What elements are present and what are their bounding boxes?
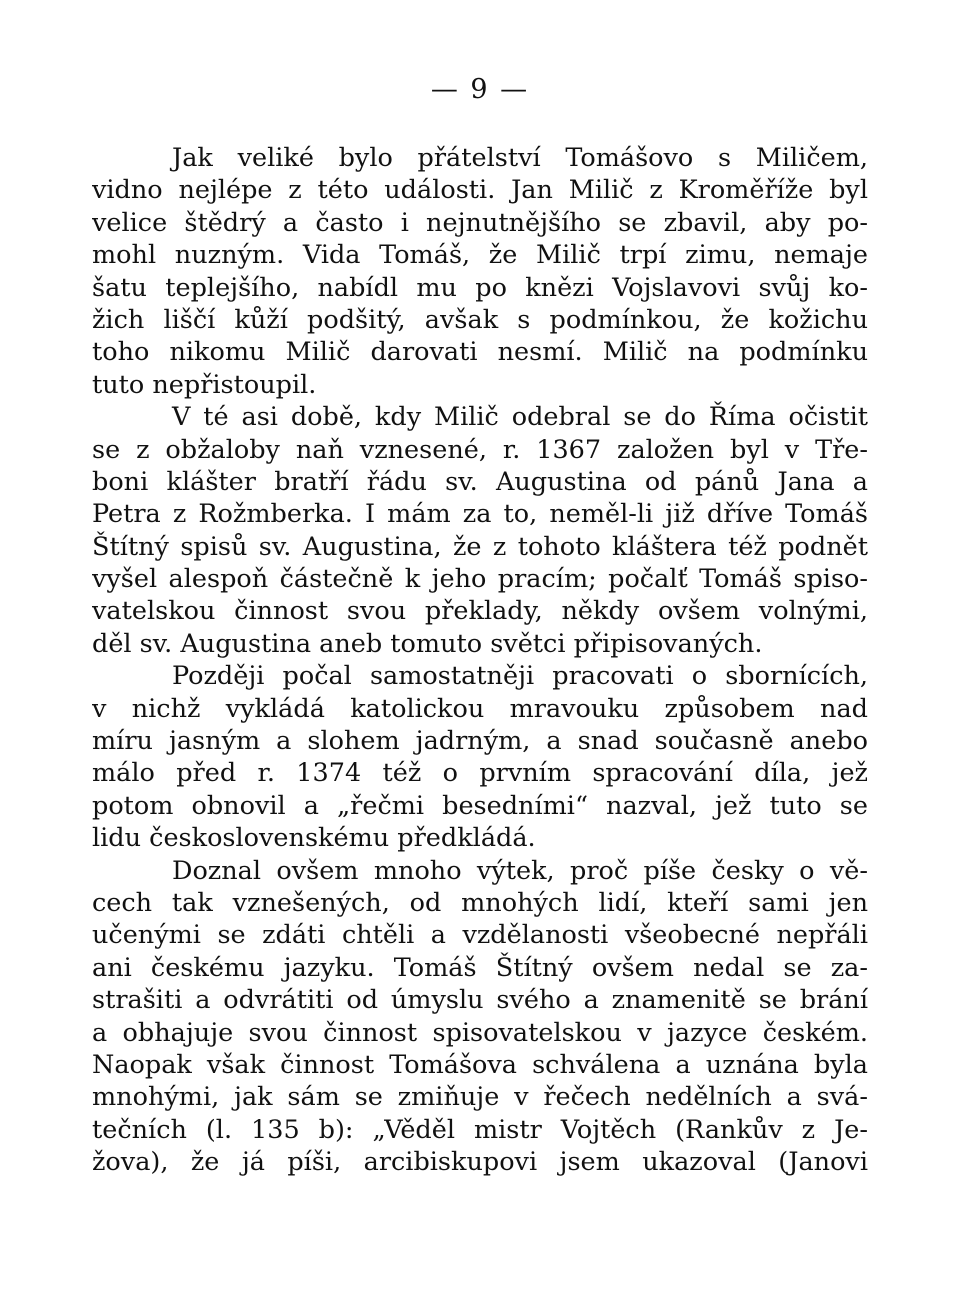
- text-line: Petra z Rožmberka. I mám za to, neměl-li již dříve Tomáš: [92, 499, 868, 530]
- text-line: Doznal ovšem mnoho výtek, proč píše česky o vě-: [172, 855, 868, 886]
- text-line: mnohými, jak sám se zmiňuje v řečech nedělních a svá-: [92, 1082, 868, 1113]
- text-line: Jak veliké bylo přátelství Tomášovo s Miličem,: [172, 143, 868, 173]
- text-line: žich liščí kůží podšitý, avšak s podmínkou, že kožichu: [92, 304, 868, 335]
- text-line: Později počal samostatněji pracovati o sbornících,: [172, 661, 868, 692]
- body-text: [92, 142, 868, 1179]
- text-line: strašiti a odvrátiti od úmyslu svého a znamenitě se brání: [92, 985, 868, 1016]
- text-line: učenými se zdáti chtěli a vzdělanosti všeobecné nepřáli: [92, 920, 868, 951]
- text-line: se z obžaloby naň vznesené, r. 1367 založen byl v Tře-: [92, 434, 868, 465]
- text-line: lidu československému předkládá.: [92, 823, 536, 854]
- text-line: v nichž vykládá katolickou mravouku způsobem nad: [92, 693, 868, 724]
- text-line: šatu teplejšího, nabídl mu po knězi Vojslavovi svůj ko-: [92, 272, 868, 303]
- text-line: cech tak vznešených, od mnohých lidí, kteří sami jen: [92, 887, 868, 918]
- text-line: žova), že já píši, arcibiskupovi jsem ukazoval (Janovi: [92, 1147, 868, 1178]
- text-line: vidno nejlépe z této události. Jan Milič z Kroměříže byl: [92, 175, 868, 206]
- text-line: a obhajuje svou činnost spisovatelskou v jazyce českém.: [92, 1017, 868, 1048]
- text-line: boni klášter bratří řádu sv. Augustina od pánů Jana a: [92, 466, 868, 497]
- text-line: velice štědrý a často i nejnutnějšího se zbavil, aby po-: [92, 207, 868, 238]
- text-line: tečních (l. 135 b): „Věděl mistr Vojtěch (Rankův z Je-: [92, 1114, 868, 1145]
- text-line: Štítný spisů sv. Augustina, že z tohoto kláštera též podnět: [92, 531, 868, 562]
- text-line: Naopak však činnost Tomášova schválena a uznána byla: [92, 1049, 868, 1080]
- text-line: potom obnovil a „řečmi besedními“ nazval, jež tuto se: [92, 790, 868, 821]
- text-line: vatelskou činnost svou překlady, někdy ovšem volnými,: [92, 596, 868, 627]
- text-line: vyšel alespoň částečně k jeho pracím; počalť Tomáš spiso-: [92, 564, 868, 595]
- text-line: toho nikomu Milič darovati nesmí. Milič na podmínku: [92, 337, 868, 368]
- text-line: tuto nepřistoupil.: [92, 369, 317, 400]
- text-line: málo před r. 1374 též o prvním spracování díla, jež: [92, 758, 868, 789]
- text-line: mohl nuzným. Vida Tomáš, že Milič trpí zimu, nemaje: [92, 240, 868, 271]
- text-line: míru jasným a slohem jadrným, a snad současně anebo: [92, 726, 868, 757]
- text-line: V té asi době, kdy Milič odebral se do Říma očistit: [172, 402, 868, 433]
- text-line: ani českému jazyku. Tomáš Štítný ovšem nedal se za-: [92, 952, 868, 983]
- page-number: — 9 —: [430, 74, 530, 105]
- text-line: děl sv. Augustina aneb tomuto světci připisovaných.: [92, 628, 763, 659]
